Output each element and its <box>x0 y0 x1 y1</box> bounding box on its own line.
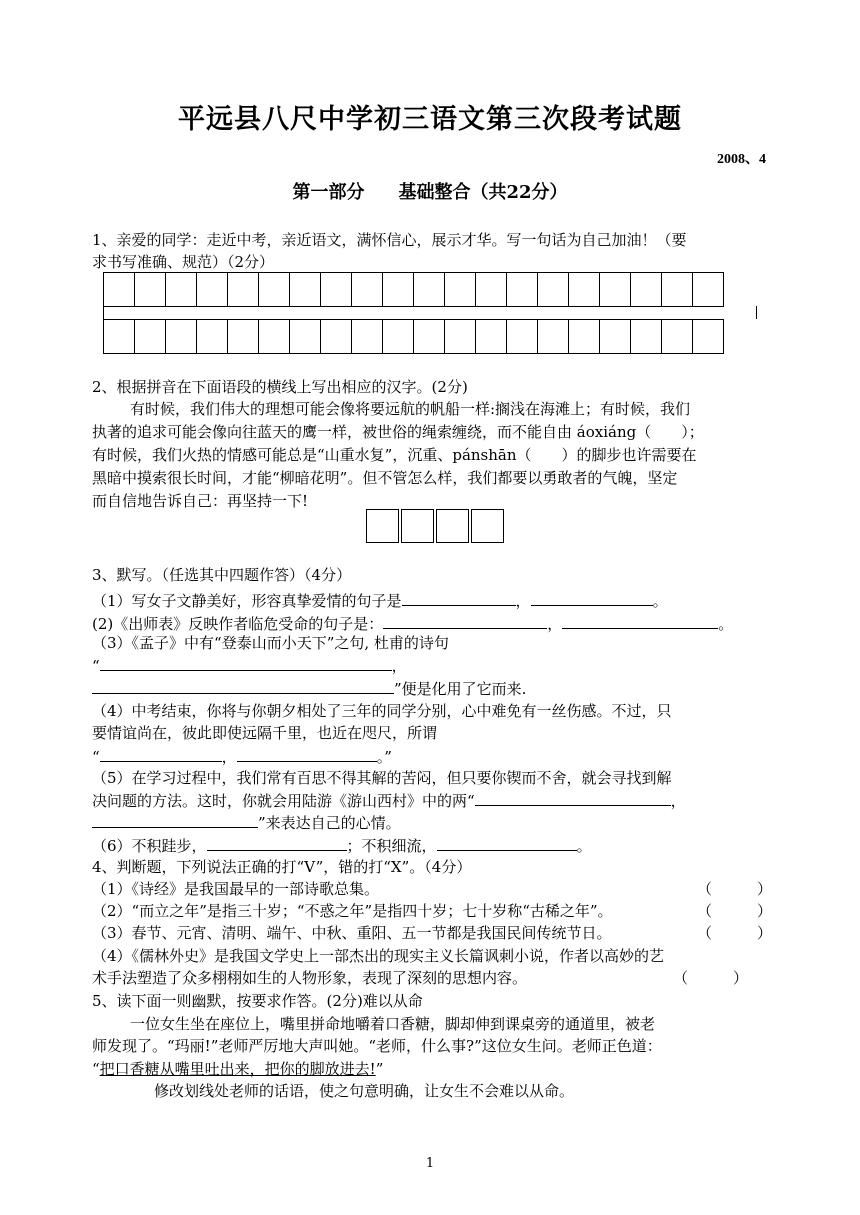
answer-blank[interactable] <box>562 612 718 629</box>
q1-prompt-line1: 1、亲爱的同学：走近中考，亲近语文，满怀信心，展示才华。写一句话为自己加油！（要 <box>92 231 687 249</box>
q3-item-6: （6）不积跬步， ；不积细流， 。 <box>92 834 772 857</box>
answer-blank[interactable] <box>92 811 258 828</box>
q2-prompt: 2、根据拼音在下面语段的横线上写出相应的汉字。(2分) <box>92 378 468 396</box>
answer-paren[interactable]: （ ） <box>696 924 772 942</box>
answer-paren[interactable]: （ ） <box>696 902 772 920</box>
grid-spacer <box>103 306 757 319</box>
q1-prompt-line2: 求书写准确、规范）（2分） <box>92 253 275 271</box>
q5-paragraph-line: 师发现了。“玛丽!”老师严厉地大声叫她。“老师，什么事?”这位女生问。老师正色道： <box>92 1037 662 1055</box>
q2-paragraph-line: 有时候，我们伟大的理想可能会像将要远航的帆船一样:搁浅在海滩上；有时候，我们 <box>130 400 691 418</box>
answer-blank[interactable] <box>100 654 392 671</box>
section-heading <box>0 178 860 208</box>
answer-blank[interactable] <box>237 745 377 762</box>
answer-blank[interactable] <box>207 834 347 851</box>
q4-item-4: （4）《儒林外史》是我国文学史上一部杰出的现实主义长篇讽刺小说，作者以高妙的艺 <box>92 947 665 965</box>
answer-blank[interactable] <box>402 589 516 606</box>
q2-paragraph-line: 黑暗中摸索很长时间，才能“柳暗花明”。但不管怎么样，我们都要以勇敢者的气魄，坚定 <box>92 469 678 487</box>
q4-item-3: （3）春节、元宵、清明、端午、中秋、重阳、五一节都是我国民间传统节日。 （ ） <box>92 924 772 942</box>
q3-item-4-cont: 要情谊尚在，彼此即使远隔千里，也近在咫尺，所谓 <box>92 724 438 742</box>
answer-grid[interactable] <box>364 507 506 545</box>
answer-blank[interactable] <box>531 589 653 606</box>
q3-item-3: （3）《孟子》中有“登泰山而小天下”之句, 杜甫的诗句 <box>92 634 449 652</box>
q2-paragraph-line: 而自信地告诉自己：再坚持一下! <box>92 492 309 510</box>
answer-grid[interactable] <box>103 319 724 354</box>
q4-item-2: （2）“而立之年”是指三十岁；“不惑之年”是指四十岁；七十岁称“古稀之年”。 （ ） <box>92 902 772 920</box>
q3-item-3-blank2: ”便是化用了它而来. <box>92 677 772 700</box>
q5-paragraph-line: “把口香糖从嘴里吐出来，把你的脚放进去!” <box>92 1060 384 1078</box>
answer-grid[interactable] <box>103 272 724 307</box>
q4-item-4-cont: 术手法塑造了众多栩栩如生的人物形象，表现了深刻的思想内容。 （ ） <box>92 969 748 987</box>
page-number: 1 <box>425 1156 435 1171</box>
answer-blank[interactable] <box>437 834 577 851</box>
answer-paren[interactable]: （ ） <box>672 969 748 987</box>
exam-date: 2008、4 <box>717 152 766 167</box>
q5-heading: 5、读下面一则幽默，按要求作答。(2分)难以从命 <box>92 992 423 1010</box>
q5-instruction: 修改划线处老师的话语，使之句意明确，让女生不会难以从命。 <box>154 1082 575 1100</box>
q1-writing-grid-row1[interactable] <box>103 272 724 307</box>
answer-blank[interactable] <box>100 745 222 762</box>
q3-heading: 3、默写。（任选其中四题作答）（4分） <box>92 566 352 584</box>
q3-item-5-end: ”来表达自己的心情。 <box>92 811 772 834</box>
section-part: 第一部分 <box>292 182 365 203</box>
q4-item-1: （1）《诗经》是我国最早的一部诗歌总集。 （ ） <box>92 880 772 898</box>
q4-heading: 4、判断题，下列说法正确的打“V”，错的打“X”。（4分） <box>92 858 472 876</box>
q3-item-5: （5）在学习过程中，我们常有百思不得其解的苦闷，但只要你锲而不舍，就会寻找到解 <box>92 769 672 787</box>
answer-blank[interactable] <box>92 677 394 694</box>
underlined-teacher-words: 把口香糖从嘴里吐出来，把你的脚放进去! <box>99 1060 376 1078</box>
q3-item-3-blank1: “ ， <box>92 654 772 677</box>
section-name: 基础整合（共22分） <box>398 182 568 203</box>
q5-paragraph-line: 一位女生坐在座位上，嘴里拼命地嚼着口香糖，脚却伸到课桌旁的通道里，被老 <box>130 1015 656 1033</box>
q3-item-1: （1）写女子文静美好，形容真挚爱情的句子是 ， 。 <box>92 589 772 612</box>
exam-title: 平远县八尺中学初三语文第三次段考试题 <box>178 104 682 135</box>
q2-paragraph-line: 有时候，我们火热的情感可能总是“山重水复”，沉重、pánshān（ ）的脚步也许需要在 <box>92 446 697 464</box>
q3-item-2: (2)《出师表》反映作者临危受命的句子是： ， 。 <box>92 612 772 635</box>
q1-writing-grid-row2[interactable] <box>103 319 724 354</box>
answer-paren[interactable]: （ ） <box>696 880 772 898</box>
q3-item-4: （4）中考结束，你将与你朝夕相处了三年的同学分别，心中难免有一丝伤感。不过，只 <box>92 702 672 720</box>
q3-item-4-blanks: “ ， 。” <box>92 745 772 768</box>
q2-paragraph-line: 执著的追求可能会像向往蓝天的鹰一样，被世俗的绳索缠绕，而不能自由 áoxiáng（ ）； <box>92 423 704 441</box>
q2-answer-boxes[interactable] <box>364 507 506 545</box>
answer-blank[interactable] <box>383 612 547 629</box>
q3-item-5-cont: 决问题的方法。这时，你就会用陆游《游山西村》中的两“ ， <box>92 789 772 812</box>
answer-blank[interactable] <box>475 789 671 806</box>
